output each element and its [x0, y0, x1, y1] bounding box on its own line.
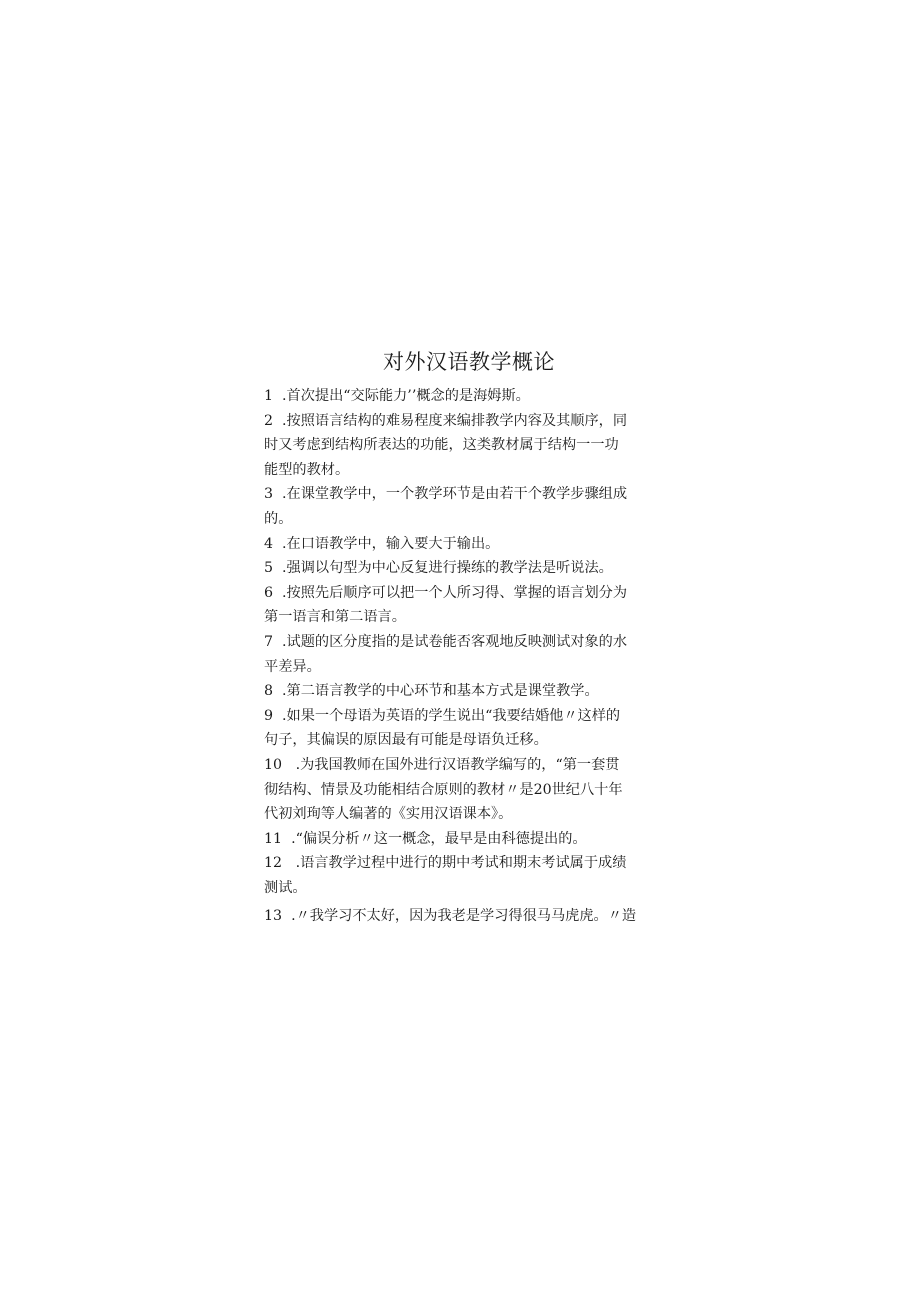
- question-list: [264, 384, 664, 929]
- text-line: 13 .〃我学习不太好，因为我老是学习得很马马虎虎。〃造: [264, 908, 637, 925]
- text-line: 6 .按照先后顺序可以把一个人所习得、掌握的语言划分为: [264, 584, 628, 601]
- text-line: 能型的教材。: [264, 461, 350, 478]
- text-line: 的。: [264, 510, 293, 527]
- text-line: 第一语言和第二语言。: [264, 609, 406, 626]
- text-line: 测试。: [264, 879, 307, 896]
- text-line: 2 .按照语言结构的难易程度来编排教学内容及其顺序，同: [264, 412, 628, 429]
- text-line: 1 .首次提出“交际能力’’概念的是海姆斯。: [264, 388, 530, 404]
- text-line: 8 .第二语言教学的中心环节和基本方式是课堂教学。: [264, 683, 599, 700]
- text-line: 12 .语言教学过程中进行的期中考试和期末考试属于成绩: [264, 855, 627, 872]
- text-line: 代初刘珣等人编著的《实用汉语课本》。: [264, 806, 513, 823]
- text-line: 句子，其偏误的原因最有可能是母语负迁移。: [264, 732, 548, 749]
- text-line: 5 .强调以句型为中心反复进行操练的教学法是听说法。: [264, 560, 613, 577]
- document-title: 对外汉语教学概论: [383, 350, 555, 374]
- text-line: 11 .“偏误分析〃这一概念，最早是由科德提出的。: [264, 830, 587, 847]
- text-line: 时又考虑到结构所表达的功能，这类教材属于结构一一功: [264, 437, 619, 454]
- text-line: 平差异。: [264, 658, 321, 675]
- text-line: 9 .如果一个母语为英语的学生说出“我要结婚他〃这样的: [264, 707, 621, 724]
- text-line: 10 .为我国教师在国外进行汉语教学编写的，“第一套贯: [264, 756, 620, 773]
- text-line: 彻结构、情景及功能相结合原则的教材〃是20世纪八十年: [264, 781, 623, 798]
- text-line: 3 .在课堂教学中，一个教学环节是由若干个教学步骤组成: [264, 486, 628, 503]
- text-line: 4 .在口语教学中，输入要大于输出。: [264, 535, 500, 552]
- document-page: [264, 346, 664, 929]
- text-line: 7 .试题的区分度指的是试卷能否客观地反映测试对象的水: [264, 633, 628, 650]
